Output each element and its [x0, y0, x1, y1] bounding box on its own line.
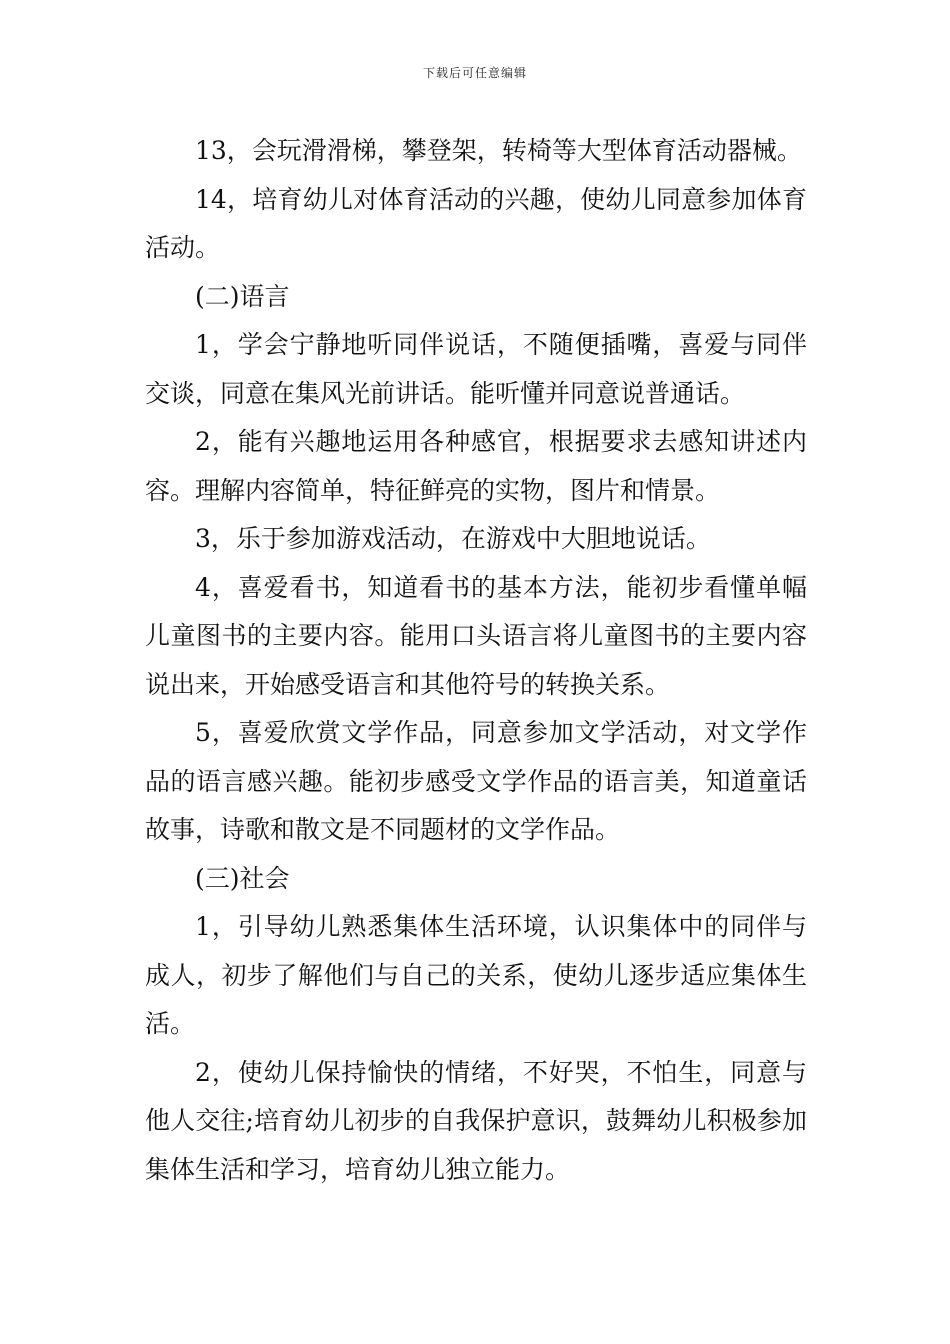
section-heading-society: (三)社会: [195, 863, 290, 893]
section-heading-language: (二)语言: [195, 281, 290, 311]
language-item-1: 1，学会宁静地听同伴说话，不随便插嘴，喜爱与同伴交谈，同意在集风光前讲话。能听懂并同意说普通话。: [145, 330, 807, 408]
language-item-3: 3，乐于参加游戏活动，在游戏中大胆地说话。: [195, 524, 711, 553]
society-item-1: 1，引导幼儿熟悉集体生活环境，认识集体中的同伴与成人，初步了解他们与自己的关系，使幼儿逐步适应集体生活。: [145, 912, 807, 1038]
document-body: [145, 127, 807, 1194]
language-item-5: 5，喜爱欣赏文学作品，同意参加文学活动，对文学作品的语言感兴趣。能初步感受文学作品的语言美，知道童话故事，诗歌和散文是不同题材的文学作品。: [145, 718, 807, 844]
language-item-4: 4，喜爱看书，知道看书的基本方法，能初步看懂单幅儿童图书的主要内容。能用口头语言将儿童图书的主要内容说出来，开始感受语言和其他符号的转换关系。: [145, 572, 807, 699]
item-14-sports-interest: 14，培育幼儿对体育活动的兴趣，使幼儿同意参加体育活动。: [145, 184, 807, 262]
item-13-equipment: 13，会玩滑滑梯，攀登架，转椅等大型体育活动器械。: [195, 136, 802, 165]
page-header: 下载后可任意编辑: [422, 66, 527, 80]
society-item-2: 2，使幼儿保持愉快的情绪，不好哭，不怕生，同意与他人交往;培育幼儿初步的自我保护意识，鼓舞幼儿积极参加集体生活和学习，培育幼儿独立能力。: [145, 1057, 807, 1184]
language-item-2: 2，能有兴趣地运用各种感官，根据要求去感知讲述内容。理解内容简单，特征鲜亮的实物，图片和情景。: [145, 427, 807, 505]
